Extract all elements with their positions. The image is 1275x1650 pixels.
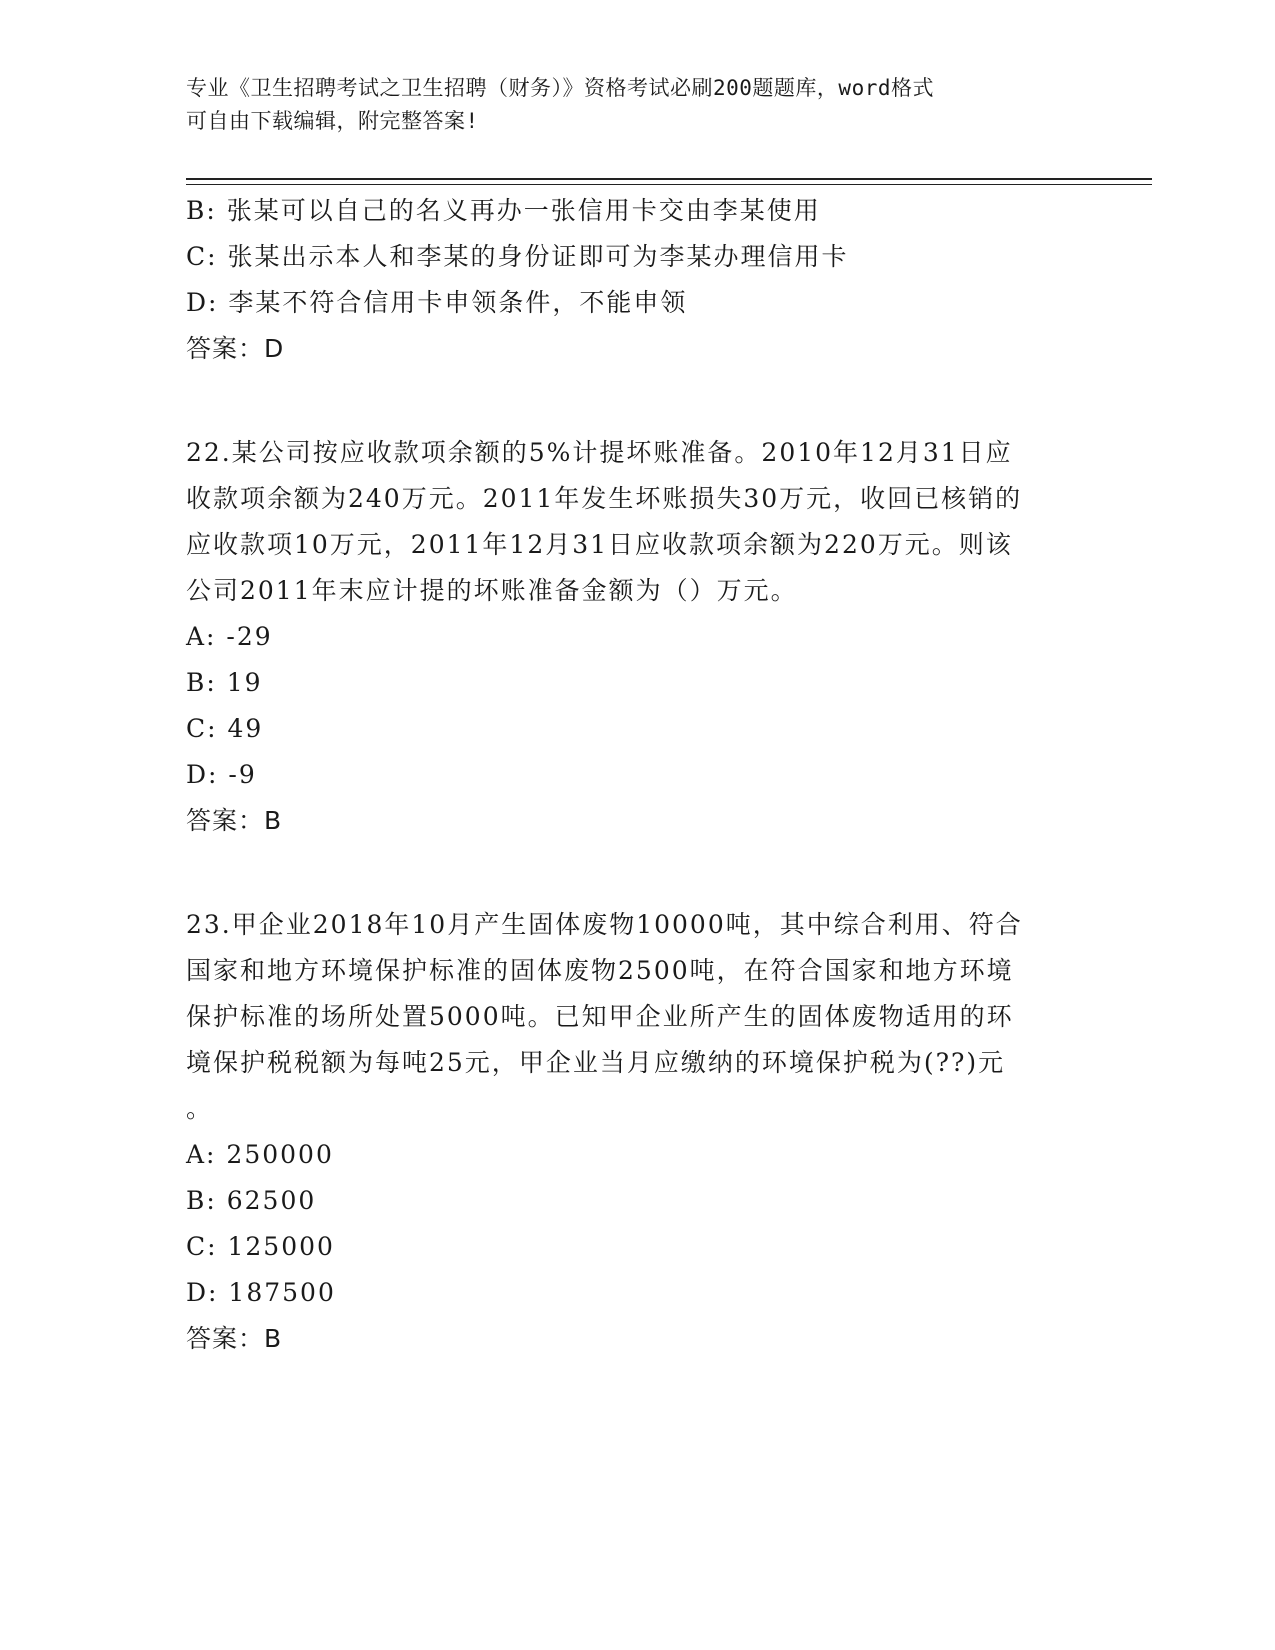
question-text-line: 。 bbox=[186, 1094, 214, 1123]
document-body bbox=[186, 188, 1086, 1362]
option-b: B: 62500 bbox=[186, 1186, 317, 1215]
header-line-1: 专业《卫生招聘考试之卫生招聘（财务）》资格考试必刷200题题库，word格式 bbox=[186, 76, 934, 100]
spacer bbox=[186, 844, 1086, 902]
option-a: A: 250000 bbox=[186, 1140, 334, 1169]
document-header bbox=[186, 72, 1086, 138]
question-text-line: 国家和地方环境保护标准的固体废物2500吨，在符合国家和地方环境 bbox=[186, 956, 1014, 985]
answer-label: 答案：B bbox=[186, 806, 283, 835]
option-c: C: 125000 bbox=[186, 1232, 335, 1261]
header-divider-thick bbox=[186, 178, 1152, 180]
option-b: B: 张某可以自己的名义再办一张信用卡交由李某使用 bbox=[186, 196, 821, 225]
prev-question-block bbox=[186, 188, 1086, 372]
option-b: B: 19 bbox=[186, 668, 263, 697]
spacer bbox=[186, 372, 1086, 430]
option-a: A: -29 bbox=[186, 622, 273, 651]
question-22 bbox=[186, 430, 1086, 844]
question-text-line: 境保护税税额为每吨25元，甲企业当月应缴纳的环境保护税为(??)元 bbox=[186, 1048, 1006, 1077]
option-c: C: 张某出示本人和李某的身份证即可为李某办理信用卡 bbox=[186, 242, 849, 271]
question-text-line: 保护标准的场所处置5000吨。已知甲企业所产生的固体废物适用的环 bbox=[186, 1002, 1014, 1031]
answer-label: 答案：B bbox=[186, 1324, 283, 1353]
option-d: D: -9 bbox=[186, 760, 257, 789]
question-23 bbox=[186, 902, 1086, 1362]
question-text-line: 收款项余额为240万元。2011年发生坏账损失30万元，收回已核销的 bbox=[186, 484, 1023, 513]
header-divider-thin bbox=[186, 184, 1152, 185]
question-text-line: 22.某公司按应收款项余额的5%计提坏账准备。2010年12月31日应 bbox=[186, 438, 1013, 467]
option-c: C: 49 bbox=[186, 714, 264, 743]
question-text-line: 23.甲企业2018年10月产生固体废物10000吨，其中综合利用、符合 bbox=[186, 910, 1023, 939]
question-text-line: 应收款项10万元，2011年12月31日应收款项余额为220万元。则该 bbox=[186, 530, 1013, 559]
option-d: D: 李某不符合信用卡申领条件，不能申领 bbox=[186, 288, 688, 317]
question-text-line: 公司2011年末应计提的坏账准备金额为（）万元。 bbox=[186, 576, 798, 605]
option-d: D: 187500 bbox=[186, 1278, 336, 1307]
header-line-2: 可自由下载编辑，附完整答案! bbox=[186, 109, 479, 133]
answer-label: 答案：D bbox=[186, 334, 285, 363]
